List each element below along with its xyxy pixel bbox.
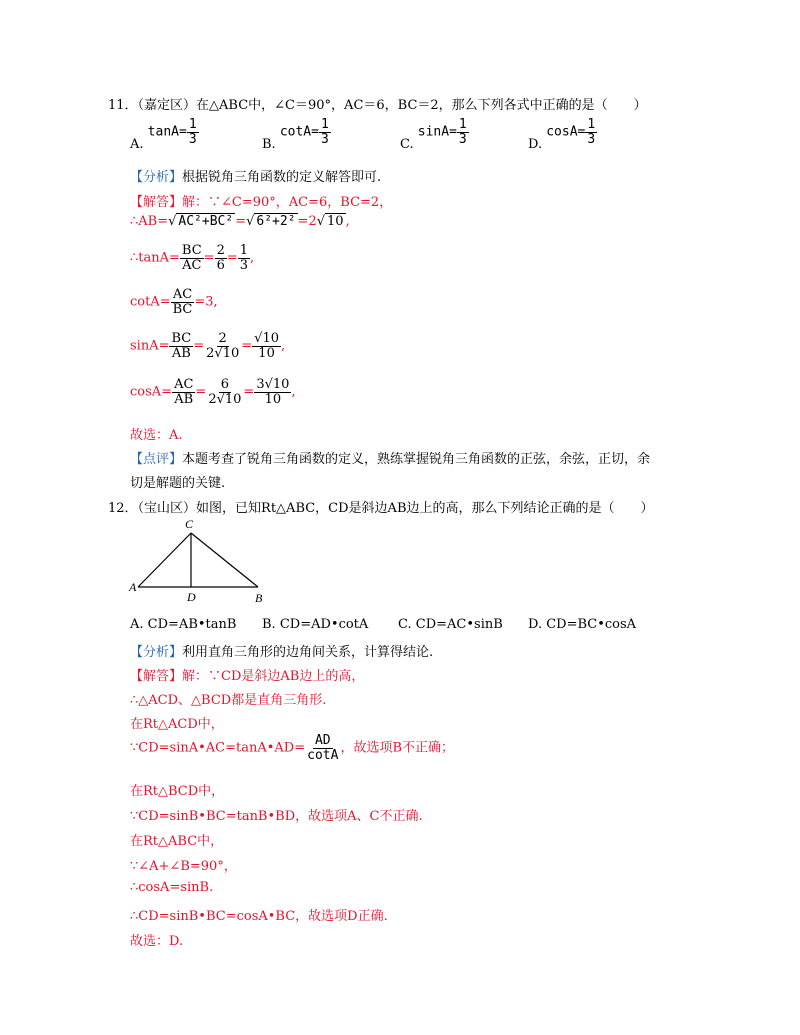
side-bc — [191, 533, 258, 587]
q12-answer-line-2: ∴△ACD、△BCD都是直角三角形. — [130, 693, 327, 708]
q11-option-a[interactable]: A. tanA= $\frac{1}{3}$ — [130, 117, 197, 152]
q12-answer-line-10: 故选：D. — [130, 934, 184, 949]
label-a: A — [129, 580, 137, 594]
q12-option-a[interactable]: A. CD=AB•tanB — [130, 617, 237, 632]
q11-tan-line: ∴tanA= $\frac{BC}{AC}$ = $\frac{2}{6}$ = $\frac{1}{3}$ , — [130, 243, 255, 273]
q11-comment: 【点评】本题考查了锐角三角函数的定义，熟练掌握锐角三角函数的正弦，余弦，正切，余 — [130, 452, 651, 467]
q11-ab-line: ∴AB=√ AC²+BC² =√ 6²+2² =2√ 10 , — [130, 214, 350, 229]
q11-analysis: 【分析】根据锐角三角函数的定义解答即可. — [130, 170, 382, 185]
q12-header: 12．（宝山区）如图，已知Rt△ABC，CD是斜边AB边上的高，那么下列结论正确的是（ ） — [108, 501, 654, 516]
q12-answer-line-1: 【解答】解：∵CD是斜边AB边上的高， — [130, 669, 365, 684]
label-c: C — [185, 517, 194, 531]
q12-option-c[interactable]: C. CD=AC•sinB — [398, 617, 503, 632]
q12-answer-line-9: ∴CD=sinB•BC=cosA•BC，故选项D正确. — [130, 909, 388, 924]
q12-cd-line: ∵CD=sinA•AC=tanA•AD= $\frac{AD}{\cot A}$ ，故选项B不正确； — [130, 733, 455, 763]
q11-cot-line: cotA= $\frac{AC}{BC}$ =3, — [130, 287, 218, 317]
q12-answer-line-3: 在Rt△ACD中， — [130, 717, 224, 732]
q12-triangle-figure — [125, 513, 275, 605]
q11-comment-cont: 切是解题的关键. — [130, 476, 226, 491]
q11-sin-line: sinA= $\frac{BC}{AB}$ = $\frac{2}{2√10}$ = $\frac{√10}{10}$ , — [130, 331, 286, 361]
q11-option-d[interactable]: D. cosA= $\frac{1}{3}$ — [528, 117, 596, 152]
q12-answer-line-5: ∵CD=sinB•BC=tanB•BD，故选项A、C不正确. — [130, 809, 423, 824]
label-b: B — [255, 591, 263, 605]
q12-analysis: 【分析】利用直角三角形的边角间关系，计算得结论. — [130, 645, 434, 660]
q12-answer-line-6: 在Rt△ABC中， — [130, 834, 224, 849]
q11-header: 11．（嘉定区）在△ABC中，∠C＝90°，AC＝6，BC＝2，那么下列各式中正确的是（ ） — [108, 98, 647, 113]
q12-option-b[interactable]: B. CD=AD•cotA — [262, 617, 369, 632]
q11-cos-line: cosA= $\frac{AC}{AB}$ = $\frac{6}{2√10}$ = $\frac{3√10}{10}$ , — [130, 377, 296, 407]
q12-option-d[interactable]: D. CD=BC•cosA — [528, 617, 637, 632]
q12-answer-line-8: ∴cosA=sinB. — [130, 880, 214, 895]
q11-option-c[interactable]: C. sinA= $\frac{1}{3}$ — [400, 117, 467, 152]
side-ac — [138, 533, 191, 587]
label-d: D — [187, 590, 196, 604]
q12-answer-line-4: 在Rt△BCD中， — [130, 784, 225, 799]
q11-option-b[interactable]: B. cotA= $\frac{1}{3}$ — [262, 117, 329, 152]
q11-choose: 故选：A. — [130, 428, 183, 443]
q12-answer-line-7: ∵∠A+∠B=90°， — [130, 859, 237, 874]
q11-answer-intro: 【解答】解：∵∠C=90°，AC=6，BC=2， — [130, 195, 393, 210]
